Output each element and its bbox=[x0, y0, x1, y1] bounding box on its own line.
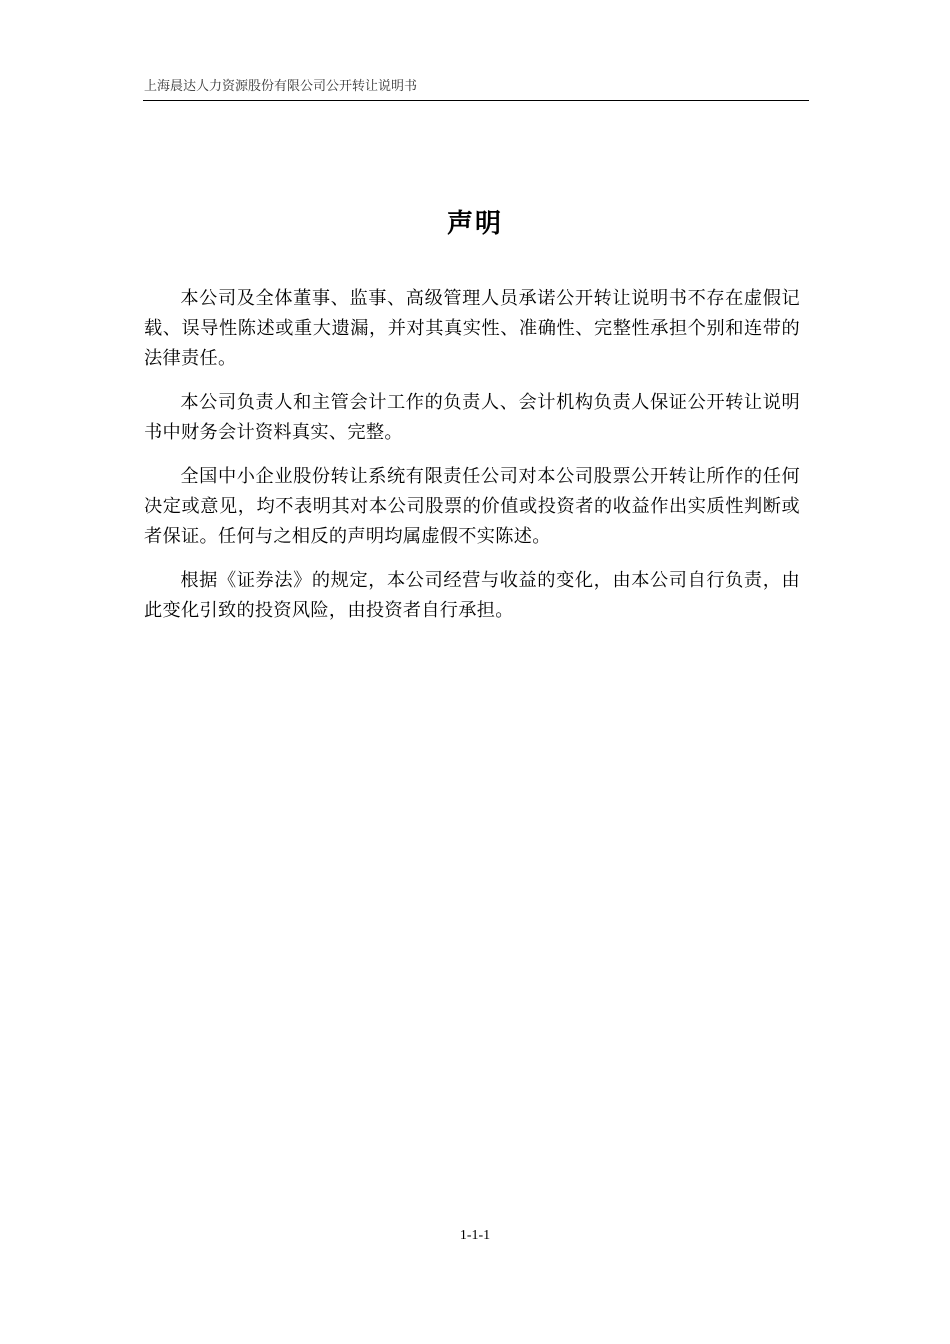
document-header bbox=[143, 78, 809, 101]
declaration-paragraph-2: 本公司负责人和主管会计工作的负责人、会计机构负责人保证公开转让说明书中财务会计资料真实、完整。 bbox=[144, 392, 800, 443]
page-title: 声明 bbox=[446, 209, 503, 239]
header-title: 上海晨达人力资源股份有限公司公开转让说明书 bbox=[144, 79, 418, 94]
declaration-paragraph-3: 全国中小企业股份转让系统有限责任公司对本公司股票公开转让所作的任何决定或意见，均不表明其对本公司股票的价值或投资者的收益作出实质性判断或者保证。任何与之相反的声明均属虚假不实陈述。 bbox=[144, 466, 800, 547]
declaration-paragraph-4: 根据《证券法》的规定，本公司经营与收益的变化，由本公司自行负责，由此变化引致的投资风险，由投资者自行承担。 bbox=[144, 570, 800, 621]
declaration-body bbox=[144, 284, 800, 640]
page-number: 1-1-1 bbox=[459, 1228, 491, 1243]
declaration-paragraph-1: 本公司及全体董事、监事、高级管理人员承诺公开转让说明书不存在虚假记载、误导性陈述或重大遗漏，并对其真实性、准确性、完整性承担个别和连带的法律责任。 bbox=[144, 288, 800, 369]
